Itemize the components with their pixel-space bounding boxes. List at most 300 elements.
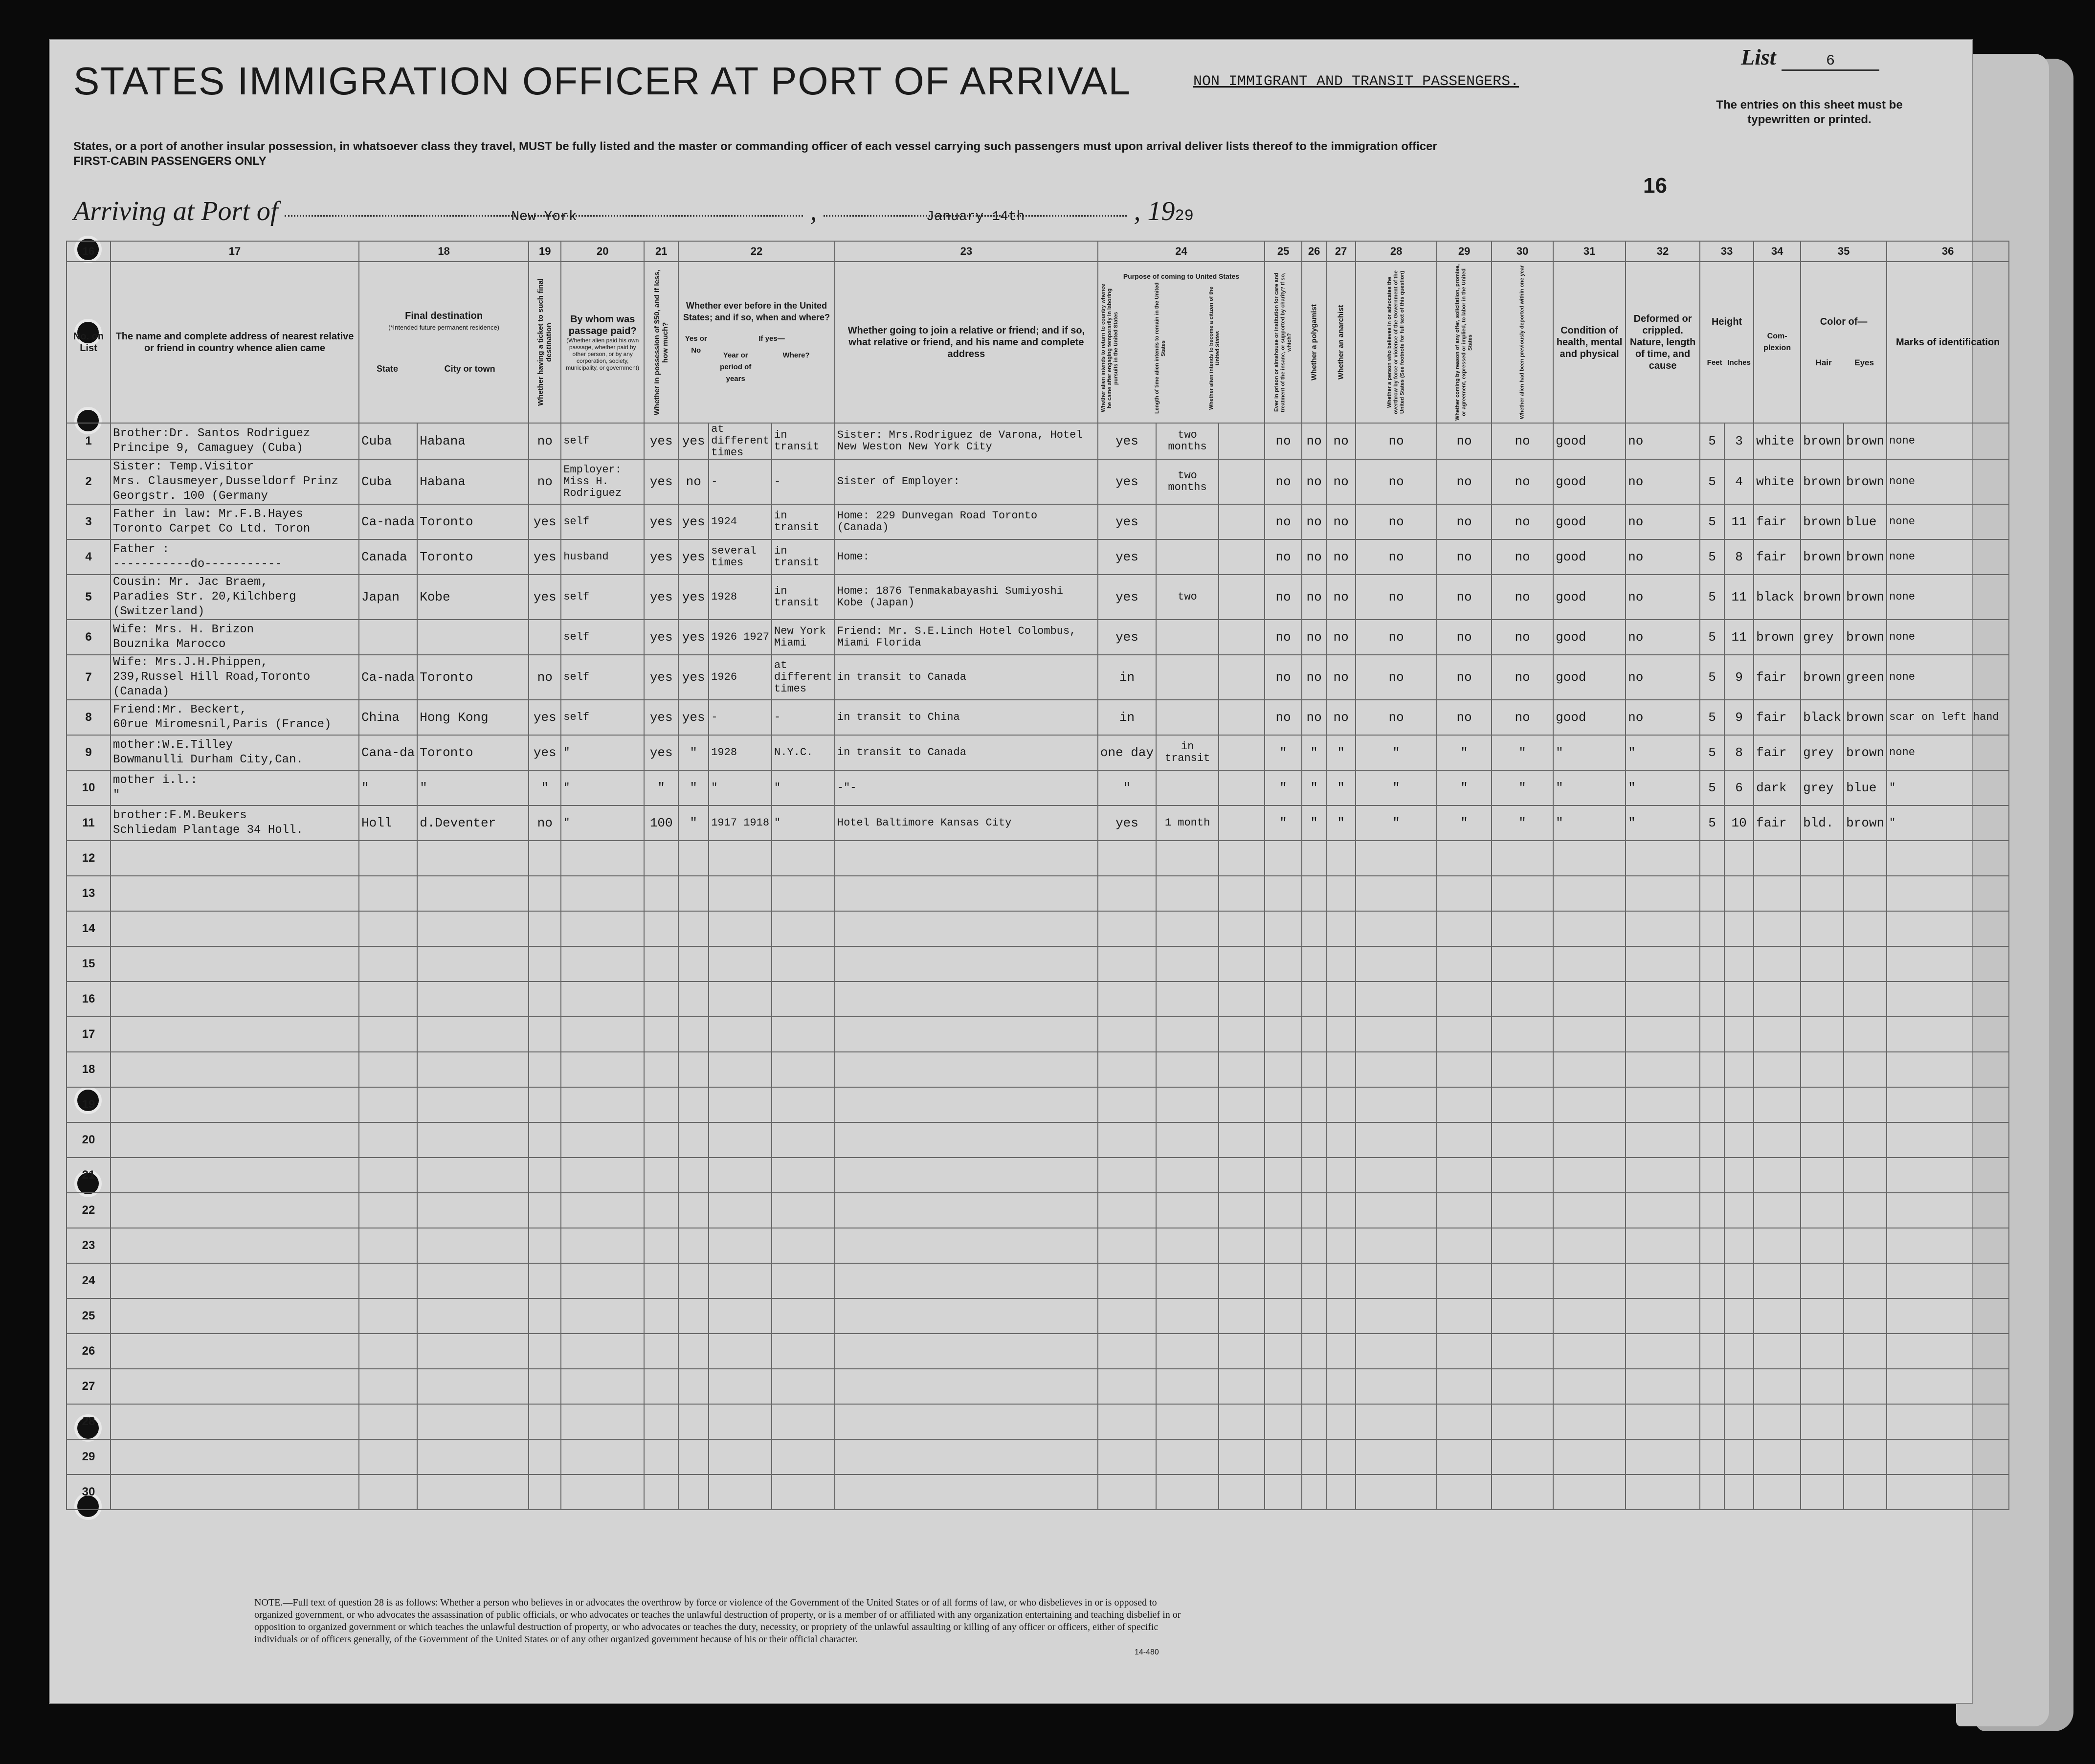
empty-cell xyxy=(561,1439,644,1474)
table-row xyxy=(67,459,2009,504)
empty-cell xyxy=(1626,982,1700,1017)
empty-cell xyxy=(417,1158,529,1193)
passenger-rows xyxy=(67,423,2009,1510)
table-row xyxy=(67,504,2009,539)
empty-cell xyxy=(1801,1474,1844,1510)
cell-complexion: black xyxy=(1754,575,1801,620)
empty-cell xyxy=(1553,1298,1626,1334)
table-row-empty xyxy=(67,1052,2009,1087)
empty-cell xyxy=(1700,1087,1724,1122)
empty-cell xyxy=(111,982,359,1017)
header-purpose-length: Length of time alien intends to remain in the United States xyxy=(1154,282,1167,414)
cell-prison: no xyxy=(1265,423,1302,459)
row-number: 7 xyxy=(67,655,111,700)
cell-deported: no xyxy=(1492,539,1553,575)
empty-cell xyxy=(529,1439,561,1474)
empty-cell xyxy=(678,1017,709,1052)
empty-cell xyxy=(1887,1158,2009,1193)
empty-cell xyxy=(417,982,529,1017)
row-number: 30 xyxy=(67,1474,111,1510)
empty-cell xyxy=(1801,982,1844,1017)
cell-where: - xyxy=(772,459,835,504)
empty-cell xyxy=(1302,946,1326,982)
cell-join: in transit to Canada xyxy=(835,735,1098,770)
cell-year: - xyxy=(709,700,772,735)
empty-cell xyxy=(359,841,417,876)
cell-money: yes xyxy=(644,655,678,700)
row-number: 17 xyxy=(67,1017,111,1052)
cell-length: two months xyxy=(1156,459,1219,504)
year-suffix: 29 xyxy=(1175,207,1194,225)
empty-cell xyxy=(561,911,644,946)
table-row-empty xyxy=(67,1298,2009,1334)
header-final-destination xyxy=(359,262,529,423)
col-number: 20 xyxy=(561,241,644,262)
col-number: 19 xyxy=(529,241,561,262)
header-if-yes: If yes— xyxy=(758,335,785,343)
empty-cell xyxy=(1098,911,1156,946)
empty-cell xyxy=(1156,1298,1219,1334)
empty-cell xyxy=(709,1087,772,1122)
empty-cell xyxy=(1437,1298,1492,1334)
empty-cell xyxy=(1356,946,1437,982)
empty-cell xyxy=(644,876,678,911)
empty-cell xyxy=(1801,1263,1844,1298)
empty-cell xyxy=(835,1228,1098,1263)
empty-cell xyxy=(1801,1439,1844,1474)
cell-anarch: " xyxy=(1326,770,1356,805)
empty-cell xyxy=(1700,1334,1724,1369)
row-number: 29 xyxy=(67,1439,111,1474)
cell-paid: self xyxy=(561,655,644,700)
cell-complexion: white xyxy=(1754,423,1801,459)
empty-cell xyxy=(709,1158,772,1193)
empty-cell xyxy=(1356,911,1437,946)
cell-anarch: " xyxy=(1326,805,1356,841)
empty-cell xyxy=(1700,1052,1724,1087)
empty-cell xyxy=(1437,1052,1492,1087)
relative-address: Principe 9, Camaguey (Cuba) xyxy=(113,442,303,455)
cell-offer: no xyxy=(1437,423,1492,459)
empty-cell xyxy=(709,946,772,982)
empty-cell xyxy=(1700,911,1724,946)
empty-cell xyxy=(1754,1228,1801,1263)
cell-paid: self xyxy=(561,700,644,735)
empty-cell xyxy=(1700,876,1724,911)
empty-cell xyxy=(561,1474,644,1510)
table-row-empty xyxy=(67,1263,2009,1298)
relative-cell xyxy=(111,700,359,735)
cell-where: N.Y.C. xyxy=(772,735,835,770)
empty-cell xyxy=(1724,1122,1754,1158)
empty-cell xyxy=(1156,1122,1219,1158)
cell-ticket: yes xyxy=(529,504,561,539)
cell-poly: no xyxy=(1302,504,1326,539)
empty-cell xyxy=(529,1017,561,1052)
header-purpose-label: Purpose of coming to United States xyxy=(1123,272,1240,280)
cell-hair: brown xyxy=(1801,504,1844,539)
empty-cell xyxy=(1326,946,1356,982)
empty-cell xyxy=(1098,1298,1156,1334)
cell-before: yes xyxy=(678,700,709,735)
cell-inches: 8 xyxy=(1724,539,1754,575)
empty-cell xyxy=(835,946,1098,982)
cell-city: d.Deventer xyxy=(417,805,529,841)
empty-cell xyxy=(1219,1334,1265,1369)
empty-cell xyxy=(772,1369,835,1404)
empty-cell xyxy=(561,876,644,911)
empty-cell xyxy=(1754,1334,1801,1369)
cell-feet: 5 xyxy=(1700,655,1724,700)
empty-cell xyxy=(417,1087,529,1122)
col-number: 23 xyxy=(835,241,1098,262)
empty-cell xyxy=(1098,1369,1156,1404)
table-row-empty xyxy=(67,946,2009,982)
cell-hair: brown xyxy=(1801,423,1844,459)
cell-anarch: " xyxy=(1326,735,1356,770)
cell-offer: " xyxy=(1437,770,1492,805)
empty-cell xyxy=(1098,1087,1156,1122)
empty-cell xyxy=(529,1087,561,1122)
cell-prison: no xyxy=(1265,539,1302,575)
empty-cell xyxy=(359,1334,417,1369)
empty-cell xyxy=(835,1193,1098,1228)
empty-cell xyxy=(1492,1052,1553,1087)
arriving-label: Arriving at Port of xyxy=(73,196,278,226)
table-row-empty xyxy=(67,982,2009,1017)
empty-cell xyxy=(359,946,417,982)
cell-length xyxy=(1156,620,1219,655)
table-row xyxy=(67,539,2009,575)
empty-cell xyxy=(1265,982,1302,1017)
empty-cell xyxy=(1219,1263,1265,1298)
cell-join: Home: 1876 Tenmakabayashi Sumiyoshi Kobe (Japan) xyxy=(835,575,1098,620)
cell-money: yes xyxy=(644,735,678,770)
empty-cell xyxy=(772,1439,835,1474)
empty-cell xyxy=(644,841,678,876)
empty-cell xyxy=(1626,1017,1700,1052)
cell-eyes: blue xyxy=(1844,504,1887,539)
cell-state: Ca-nada xyxy=(359,504,417,539)
empty-cell xyxy=(1302,1017,1326,1052)
cell-where: in transit xyxy=(772,504,835,539)
cell-anarch: no xyxy=(1326,700,1356,735)
empty-cell xyxy=(1553,1263,1626,1298)
empty-cell xyxy=(644,946,678,982)
empty-cell xyxy=(1754,876,1801,911)
category-stamp: NON IMMIGRANT AND TRANSIT PASSENGERS. xyxy=(1193,73,1519,90)
cell-marks: none xyxy=(1887,459,2009,504)
empty-cell xyxy=(359,982,417,1017)
empty-cell xyxy=(1265,1334,1302,1369)
footnote: NOTE.—Full text of question 28 is as follows: Whether a person who believes in or advocates the overthrow by force or violence of the Government of the United States or of all forms of law, or who disbelieves in or is opposed to organized government, or who advocates the assassination of public officials, or who advocates or teaches the unlawful destruction of property, or is a member of or affiliated with any organization entertaining and teaching disbelief in or opposition to organized government or which teaches the unlawful destruction of property, or who advocates or teaches the duty, necessity, or propriety of the unlawful assaulting or killing of any officer or officers, either of specific individuals or of officers generally, of the Government of the United States or of any other organized government because of his or their official character. xyxy=(254,1597,1181,1645)
empty-cell xyxy=(1219,1298,1265,1334)
cell-hair: grey xyxy=(1801,770,1844,805)
empty-cell xyxy=(1492,946,1553,982)
empty-cell xyxy=(1156,1369,1219,1404)
empty-cell xyxy=(111,1158,359,1193)
empty-cell xyxy=(709,1017,772,1052)
cell-before: " xyxy=(678,805,709,841)
empty-cell xyxy=(1626,1158,1700,1193)
header-ticket: Whether having a ticket to such final destination xyxy=(529,262,561,423)
empty-cell xyxy=(1156,841,1219,876)
empty-cell xyxy=(1801,946,1844,982)
cell-feet: 5 xyxy=(1700,504,1724,539)
empty-cell xyxy=(111,1439,359,1474)
empty-cell xyxy=(835,1369,1098,1404)
cell-offer: no xyxy=(1437,620,1492,655)
empty-cell xyxy=(1887,1228,2009,1263)
cell-ticket: no xyxy=(529,805,561,841)
empty-cell xyxy=(1356,1087,1437,1122)
cell-city: Habana xyxy=(417,459,529,504)
cell-prison: no xyxy=(1265,655,1302,700)
cell-deported: no xyxy=(1492,459,1553,504)
cell-length xyxy=(1156,700,1219,735)
empty-cell xyxy=(529,841,561,876)
header-deported: Whether alien had been previously deported within one year xyxy=(1492,262,1553,423)
empty-cell xyxy=(1700,1474,1724,1510)
cell-complexion: fair xyxy=(1754,539,1801,575)
empty-cell xyxy=(359,1228,417,1263)
empty-cell xyxy=(561,841,644,876)
form-code: 14-480 xyxy=(1135,1648,1159,1656)
header-ever-in-us xyxy=(678,262,835,423)
empty-cell xyxy=(678,1334,709,1369)
cell-anarch: no xyxy=(1326,504,1356,539)
empty-cell xyxy=(1844,1087,1887,1122)
row-number: 14 xyxy=(67,911,111,946)
table-row-empty xyxy=(67,1334,2009,1369)
column-header-row xyxy=(67,262,2009,423)
empty-cell xyxy=(835,982,1098,1017)
cell-where: - xyxy=(772,700,835,735)
cell-eyes: green xyxy=(1844,655,1887,700)
cell-anarch: no xyxy=(1326,655,1356,700)
cell-marks: scar on left hand xyxy=(1887,700,2009,735)
empty-cell xyxy=(1098,841,1156,876)
col-number: 30 xyxy=(1492,241,1553,262)
cell-length: 1 month xyxy=(1156,805,1219,841)
empty-cell xyxy=(1801,841,1844,876)
cell-prison: " xyxy=(1265,770,1302,805)
empty-cell xyxy=(1356,1474,1437,1510)
empty-cell xyxy=(1356,841,1437,876)
empty-cell xyxy=(1844,1158,1887,1193)
empty-cell xyxy=(772,1474,835,1510)
header-height xyxy=(1700,262,1754,423)
empty-cell xyxy=(1356,1404,1437,1439)
empty-cell xyxy=(835,1334,1098,1369)
empty-cell xyxy=(417,1298,529,1334)
table-row-empty xyxy=(67,876,2009,911)
empty-cell xyxy=(1437,1122,1492,1158)
empty-cell xyxy=(359,1263,417,1298)
relative-name: mother i.l.: xyxy=(113,774,198,787)
cell-year: 1926 xyxy=(709,655,772,700)
empty-cell xyxy=(835,841,1098,876)
empty-cell xyxy=(1219,876,1265,911)
cell-eyes: brown xyxy=(1844,700,1887,735)
cell-prison: " xyxy=(1265,735,1302,770)
empty-cell xyxy=(1626,1193,1700,1228)
empty-cell xyxy=(709,1439,772,1474)
empty-cell xyxy=(1844,1052,1887,1087)
empty-cell xyxy=(417,1228,529,1263)
empty-cell xyxy=(1219,1404,1265,1439)
empty-cell xyxy=(1326,1122,1356,1158)
empty-cell xyxy=(1492,1298,1553,1334)
date-value: January 14th xyxy=(926,209,1025,224)
cell-inches: 8 xyxy=(1724,735,1754,770)
empty-cell xyxy=(111,1369,359,1404)
empty-cell xyxy=(1492,1017,1553,1052)
empty-cell xyxy=(1553,876,1626,911)
empty-cell xyxy=(1098,946,1156,982)
empty-cell xyxy=(1156,1087,1219,1122)
empty-cell xyxy=(561,1404,644,1439)
empty-cell xyxy=(1626,1228,1700,1263)
empty-cell xyxy=(1265,1052,1302,1087)
empty-cell xyxy=(1156,1052,1219,1087)
empty-cell xyxy=(1754,946,1801,982)
cell-prison: no xyxy=(1265,575,1302,620)
empty-cell xyxy=(1887,1439,2009,1474)
cell-marks: none xyxy=(1887,735,2009,770)
empty-cell xyxy=(561,1122,644,1158)
empty-cell xyxy=(1219,946,1265,982)
empty-cell xyxy=(835,1404,1098,1439)
cell-state: " xyxy=(359,770,417,805)
empty-cell xyxy=(1326,1439,1356,1474)
cell-hair: grey xyxy=(1801,620,1844,655)
header-complexion: Com-plexion xyxy=(1754,262,1801,423)
cell-feet: 5 xyxy=(1700,575,1724,620)
table-row xyxy=(67,655,2009,700)
empty-cell xyxy=(678,1052,709,1087)
cell-before: yes xyxy=(678,423,709,459)
col-number: 36 xyxy=(1887,241,2009,262)
cell-money: yes xyxy=(644,700,678,735)
cell-length: in transit xyxy=(1156,735,1219,770)
empty-cell xyxy=(1844,1404,1887,1439)
cell-q28: no xyxy=(1356,423,1437,459)
sheet-number: 16 xyxy=(1643,174,1667,198)
cell-paid: " xyxy=(561,735,644,770)
empty-cell xyxy=(644,1158,678,1193)
cell-deformed: no xyxy=(1626,423,1700,459)
port-field xyxy=(285,196,803,224)
col-number: 22 xyxy=(678,241,835,262)
cell-ticket: no xyxy=(529,423,561,459)
empty-cell xyxy=(1219,1193,1265,1228)
empty-cell xyxy=(1887,1193,2009,1228)
empty-cell xyxy=(1553,911,1626,946)
empty-cell xyxy=(1437,982,1492,1017)
empty-cell xyxy=(709,876,772,911)
empty-cell xyxy=(417,1263,529,1298)
cell-complexion: dark xyxy=(1754,770,1801,805)
col-number: 28 xyxy=(1356,241,1437,262)
empty-cell xyxy=(1724,876,1754,911)
empty-cell xyxy=(1626,1087,1700,1122)
row-number: 5 xyxy=(67,575,111,620)
cell-intends: yes xyxy=(1098,459,1156,504)
header-color xyxy=(1801,262,1887,423)
empty-cell xyxy=(1265,1404,1302,1439)
cell-inches: 10 xyxy=(1724,805,1754,841)
table-row xyxy=(67,620,2009,655)
header-feet: Feet xyxy=(1707,358,1722,367)
empty-cell xyxy=(835,1298,1098,1334)
cell-deported: " xyxy=(1492,735,1553,770)
empty-cell xyxy=(1700,841,1724,876)
cell-deported: no xyxy=(1492,620,1553,655)
empty-cell xyxy=(1626,841,1700,876)
cell-ticket: no xyxy=(529,655,561,700)
empty-cell xyxy=(1553,1193,1626,1228)
empty-cell xyxy=(678,1122,709,1158)
empty-cell xyxy=(1437,946,1492,982)
empty-cell xyxy=(561,1228,644,1263)
empty-cell xyxy=(1098,1334,1156,1369)
cell-paid: Employer: Miss H. Rodriguez xyxy=(561,459,644,504)
empty-cell xyxy=(1724,1158,1754,1193)
empty-cell xyxy=(1326,876,1356,911)
cell-citizen xyxy=(1219,459,1265,504)
cell-hair: brown xyxy=(1801,459,1844,504)
empty-cell xyxy=(1265,1474,1302,1510)
cell-poly: no xyxy=(1302,423,1326,459)
empty-cell xyxy=(644,1228,678,1263)
empty-cell xyxy=(772,1158,835,1193)
row-number: 8 xyxy=(67,700,111,735)
empty-cell xyxy=(678,1158,709,1193)
empty-cell xyxy=(1492,1404,1553,1439)
empty-cell xyxy=(644,1193,678,1228)
empty-cell xyxy=(1098,1158,1156,1193)
empty-cell xyxy=(417,1404,529,1439)
empty-cell xyxy=(1326,1158,1356,1193)
cell-feet: 5 xyxy=(1700,735,1724,770)
list-number-box xyxy=(1741,44,1879,71)
empty-cell xyxy=(561,1017,644,1052)
empty-cell xyxy=(1492,1439,1553,1474)
empty-cell xyxy=(1492,1122,1553,1158)
cell-deported: " xyxy=(1492,805,1553,841)
empty-cell xyxy=(709,1298,772,1334)
cell-q28: no xyxy=(1356,459,1437,504)
cell-money: yes xyxy=(644,575,678,620)
empty-cell xyxy=(417,1017,529,1052)
cell-length: two months xyxy=(1156,423,1219,459)
empty-cell xyxy=(1098,1404,1156,1439)
empty-cell xyxy=(772,1017,835,1052)
cell-state: Canada xyxy=(359,539,417,575)
cell-marks: none xyxy=(1887,655,2009,700)
row-number: 4 xyxy=(67,539,111,575)
empty-cell xyxy=(644,1017,678,1052)
empty-cell xyxy=(835,1158,1098,1193)
cell-hair: brown xyxy=(1801,655,1844,700)
empty-cell xyxy=(111,1298,359,1334)
relative-cell xyxy=(111,575,359,620)
empty-cell xyxy=(1356,1122,1437,1158)
empty-cell xyxy=(1356,1193,1437,1228)
cell-offer: no xyxy=(1437,504,1492,539)
empty-cell xyxy=(1844,841,1887,876)
